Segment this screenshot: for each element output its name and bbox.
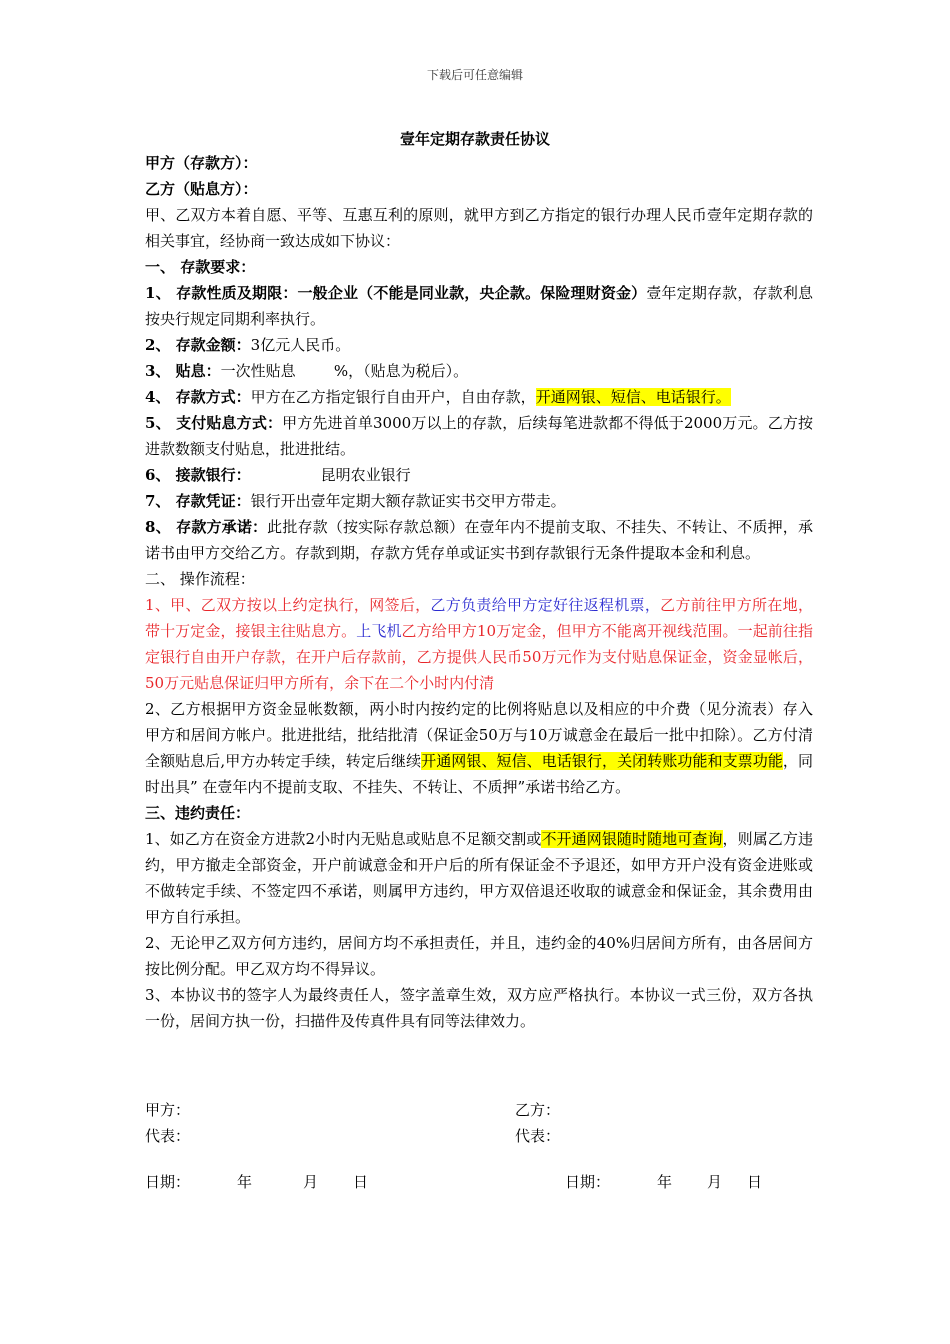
section2-heading: 二、 操作流程： <box>145 570 255 588</box>
party-a-sign-label: 甲方： <box>145 1101 191 1119</box>
date-line-a <box>145 1171 368 1192</box>
agreement-body <box>145 150 813 1034</box>
section3-para2: 2、无论甲乙双方何方违约，居间方均不承担责任，并且，违约金的40%归居间方所有，由各居间方按比例分配。甲乙双方均不得异议。 <box>145 934 813 978</box>
party-b-sign-label: 乙方： <box>515 1101 561 1119</box>
section1-item2 <box>145 332 813 358</box>
item4-text: 甲方在乙方指定银行自由开户，自由存款， <box>250 388 536 406</box>
item3-text: 一次性贴息 %，（贴息为税后）。 <box>220 362 469 380</box>
party-a-rep-label: 代表： <box>145 1127 191 1145</box>
item1-label: 1、 存款性质及期限：一般企业（不能是同业款，央企款。保险理财资金） <box>145 284 647 302</box>
section1-item3 <box>145 358 813 384</box>
s2p1-red3: 乙方给甲方10万定金，但甲方不能离开视线范围。一起前往指定银行自由开户存款，在开户后存款前，乙方提供人民币50万元作为支付贴息保证金，资金显帐后，50万元贴息保证归甲方所有，余下在二个小时内付清 <box>145 622 813 692</box>
item3-label: 3、 贴息： <box>145 362 221 380</box>
item6-text: 昆明农业银行 <box>320 466 411 484</box>
section1-item8 <box>145 514 813 566</box>
intro-paragraph: 甲、乙双方本着自愿、平等、互惠互利的原则，就甲方到乙方指定的银行办理人民币壹年定期存款的相关事宜，经协商一致达成如下协议： <box>145 206 813 250</box>
signature-party-a <box>145 1097 190 1149</box>
item2-label: 2、 存款金额： <box>145 336 251 354</box>
item4-label: 4、 存款方式： <box>145 388 251 406</box>
section1-item5 <box>145 410 813 462</box>
item5-text: 甲方先进首单3000万以上的存款，后续每笔进款都不得低于2000万元。乙方按进款数额支付贴息，批进批结。 <box>145 414 813 458</box>
signature-party-b <box>515 1097 560 1149</box>
s2p1-blue1: 乙方负责给甲方定好往返程机票， <box>430 596 661 614</box>
day-a: 日 <box>353 1173 369 1191</box>
section1-item4 <box>145 384 813 410</box>
party-b-rep-label: 代表： <box>515 1127 561 1145</box>
item1-text: 壹年定期存款，存款利息按央行规定同期利率执行。 <box>145 284 813 328</box>
item8-label: 8、 存款方承诺： <box>145 518 268 536</box>
section1-item1 <box>145 280 813 332</box>
item7-label: 7、 存款凭证： <box>145 492 251 510</box>
item2-text: 3亿元人民币。 <box>250 336 351 354</box>
s2p1-red1: 1、甲、乙双方按以上约定执行，网签后， <box>145 596 431 614</box>
month-b: 月 <box>707 1173 723 1191</box>
item8-text: 此批存款（按实际存款总额）在壹年内不提前支取、不挂失、不转让、不质押，承诺书由甲方交给乙方。存款到期，存款方凭存单或证实书到存款银行无条件提取本金和利息。 <box>145 518 813 562</box>
s2p1-blue2: 上飞机 <box>356 622 402 640</box>
section2-para1 <box>145 592 813 696</box>
section2-para2 <box>145 696 813 800</box>
year-a: 年 <box>237 1173 253 1191</box>
s2p2-highlight: 开通网银、短信、电话银行，关闭转账功能和支票功能 <box>421 752 783 770</box>
item5-label: 5、 支付贴息方式： <box>145 414 283 432</box>
section3-para1 <box>145 826 813 930</box>
page-header: 下载后可任意编辑 <box>426 68 523 82</box>
section1-item6 <box>145 462 813 488</box>
s2p2-text1: 2、乙方根据甲方资金显帐数额，两小时内按约定的比例将贴息以及相应的中介费（见分流表）存入甲方和居间方帐户。批进批结，批结批清（保证金50万与10万诚意金在最后一批中扣除）。乙方付清全额贴息后,甲方办转定手续，转定后继续 <box>145 700 813 770</box>
s3p1-highlight: 不开通网银随时随地可查询 <box>541 830 723 848</box>
party-a-line: 甲方（存款方）： <box>145 154 258 172</box>
day-b: 日 <box>747 1173 763 1191</box>
section3-heading: 三、违约责任： <box>145 804 251 822</box>
party-b-line: 乙方（贴息方）： <box>145 180 258 198</box>
date-line-b <box>565 1171 762 1192</box>
month-a: 月 <box>303 1173 319 1191</box>
year-b: 年 <box>657 1173 673 1191</box>
section3-para3: 3、本协议书的签字人为最终责任人，签字盖章生效，双方应严格执行。本协议一式三份，双方各执一份，居间方执一份，扫描件及传真件具有同等法律效力。 <box>145 986 813 1030</box>
s3p1-text1: 1、如乙方在资金方进款2小时内无贴息或贴息不足额交割或 <box>145 830 542 848</box>
item7-text: 银行开出壹年定期大额存款证实书交甲方带走。 <box>250 492 566 510</box>
s2p2-text2: ，同时出具” 在壹年内不提前支取、不挂失、不转让、不质押”承诺书给乙方。 <box>145 752 813 796</box>
date-label-b: 日期： <box>565 1173 611 1191</box>
s2p1-red2: 乙方前往甲方所在地，带十万定金，接银主往贴息方。 <box>145 596 813 640</box>
s3p1-text2: ，则属乙方违约，甲方撤走全部资金，开户前诚意金和开户后的所有保证金不予退还，如甲方开户没有资金进账或不做转定手续、不签定四不承诺，则属甲方违约，甲方双倍退还收取的诚意金和保证金，其余费用由甲方自行承担。 <box>145 830 813 926</box>
document-title: 壹年定期存款责任协议 <box>399 130 550 148</box>
section1-heading: 一、 存款要求： <box>145 258 256 276</box>
date-label-a: 日期： <box>145 1173 191 1191</box>
item6-label: 6、 接款银行： <box>145 466 251 484</box>
section1-item7 <box>145 488 813 514</box>
item4-highlight: 开通网银、短信、电话银行。 <box>535 388 731 406</box>
